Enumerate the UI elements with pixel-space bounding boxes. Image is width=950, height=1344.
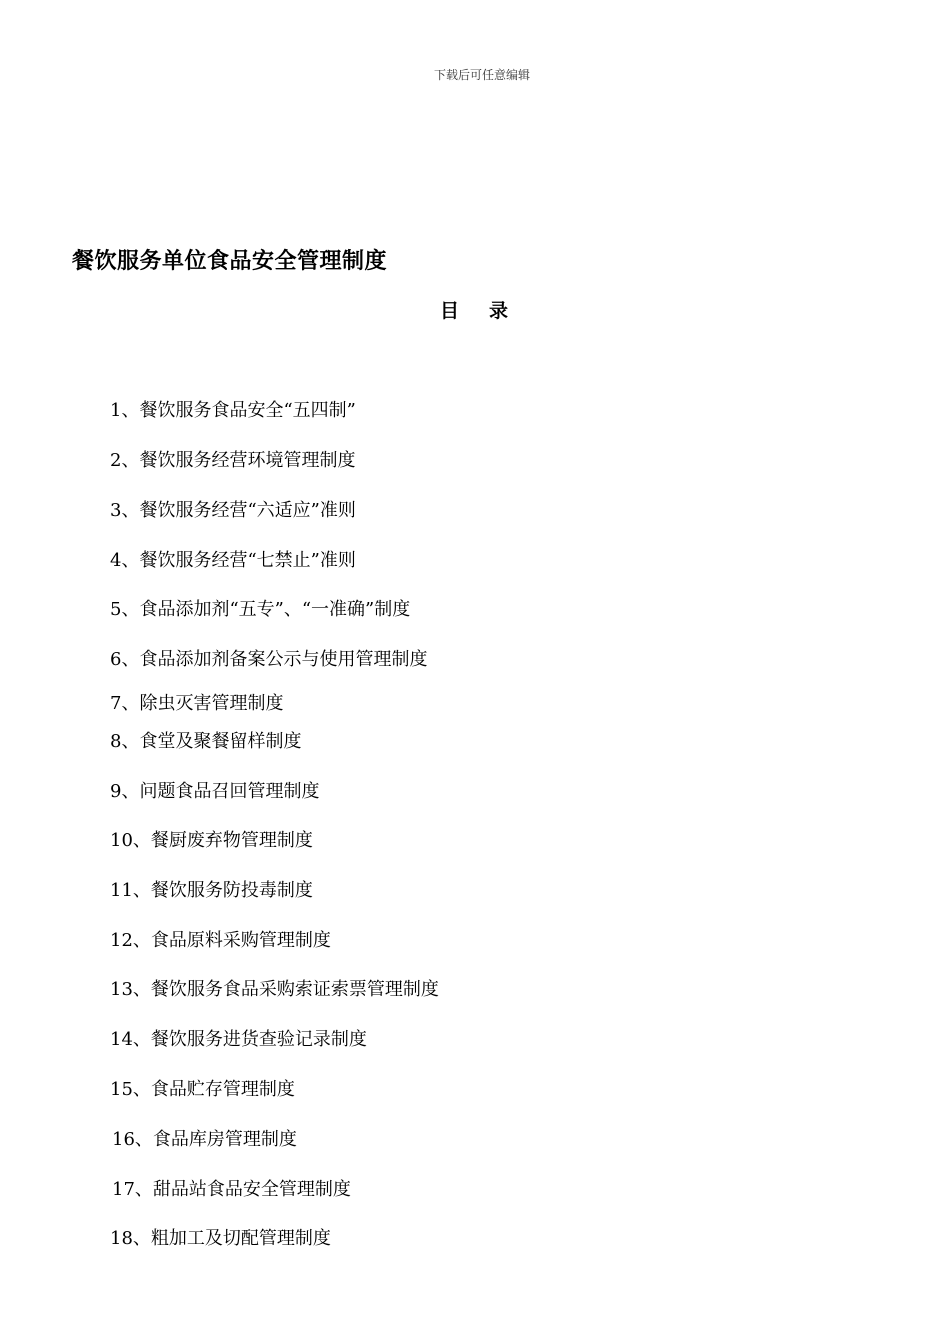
toc-heading-char-2: 录 <box>489 300 509 322</box>
toc-heading <box>440 296 508 323</box>
toc-item: 3、餐饮服务经营“六适应”准则 <box>110 500 356 521</box>
toc-item: 2、餐饮服务经营环境管理制度 <box>110 450 356 471</box>
toc-item: 18、粗加工及切配管理制度 <box>110 1228 331 1249</box>
toc-item: 10、餐厨废弃物管理制度 <box>110 830 313 851</box>
toc-item: 8、食堂及聚餐留样制度 <box>110 731 302 752</box>
toc-item: 11、餐饮服务防投毒制度 <box>110 880 313 901</box>
toc-heading-char-1: 目 <box>440 300 460 322</box>
toc-item: 9、问题食品召回管理制度 <box>110 781 320 802</box>
toc-item: 1、餐饮服务食品安全“五四制” <box>110 400 356 421</box>
toc-item: 5、食品添加剂“五专”、“一准确”制度 <box>110 599 411 620</box>
toc-item: 13、餐饮服务食品采购索证索票管理制度 <box>110 979 439 1000</box>
toc-item: 12、食品原料采购管理制度 <box>110 930 331 951</box>
header-note: 下载后可任意编辑 <box>433 68 530 82</box>
toc-item: 15、食品贮存管理制度 <box>110 1079 295 1100</box>
toc-item: 4、餐饮服务经营“七禁止”准则 <box>110 550 356 571</box>
toc-item: 7、除虫灭害管理制度 <box>110 693 284 714</box>
toc-item: 17、甜品站食品安全管理制度 <box>112 1179 351 1200</box>
document-title: 餐饮服务单位食品安全管理制度 <box>72 249 388 274</box>
toc-item: 16、食品库房管理制度 <box>112 1129 297 1150</box>
toc-item: 14、餐饮服务进货查验记录制度 <box>110 1029 367 1050</box>
toc-item: 6、食品添加剂备案公示与使用管理制度 <box>110 649 428 670</box>
